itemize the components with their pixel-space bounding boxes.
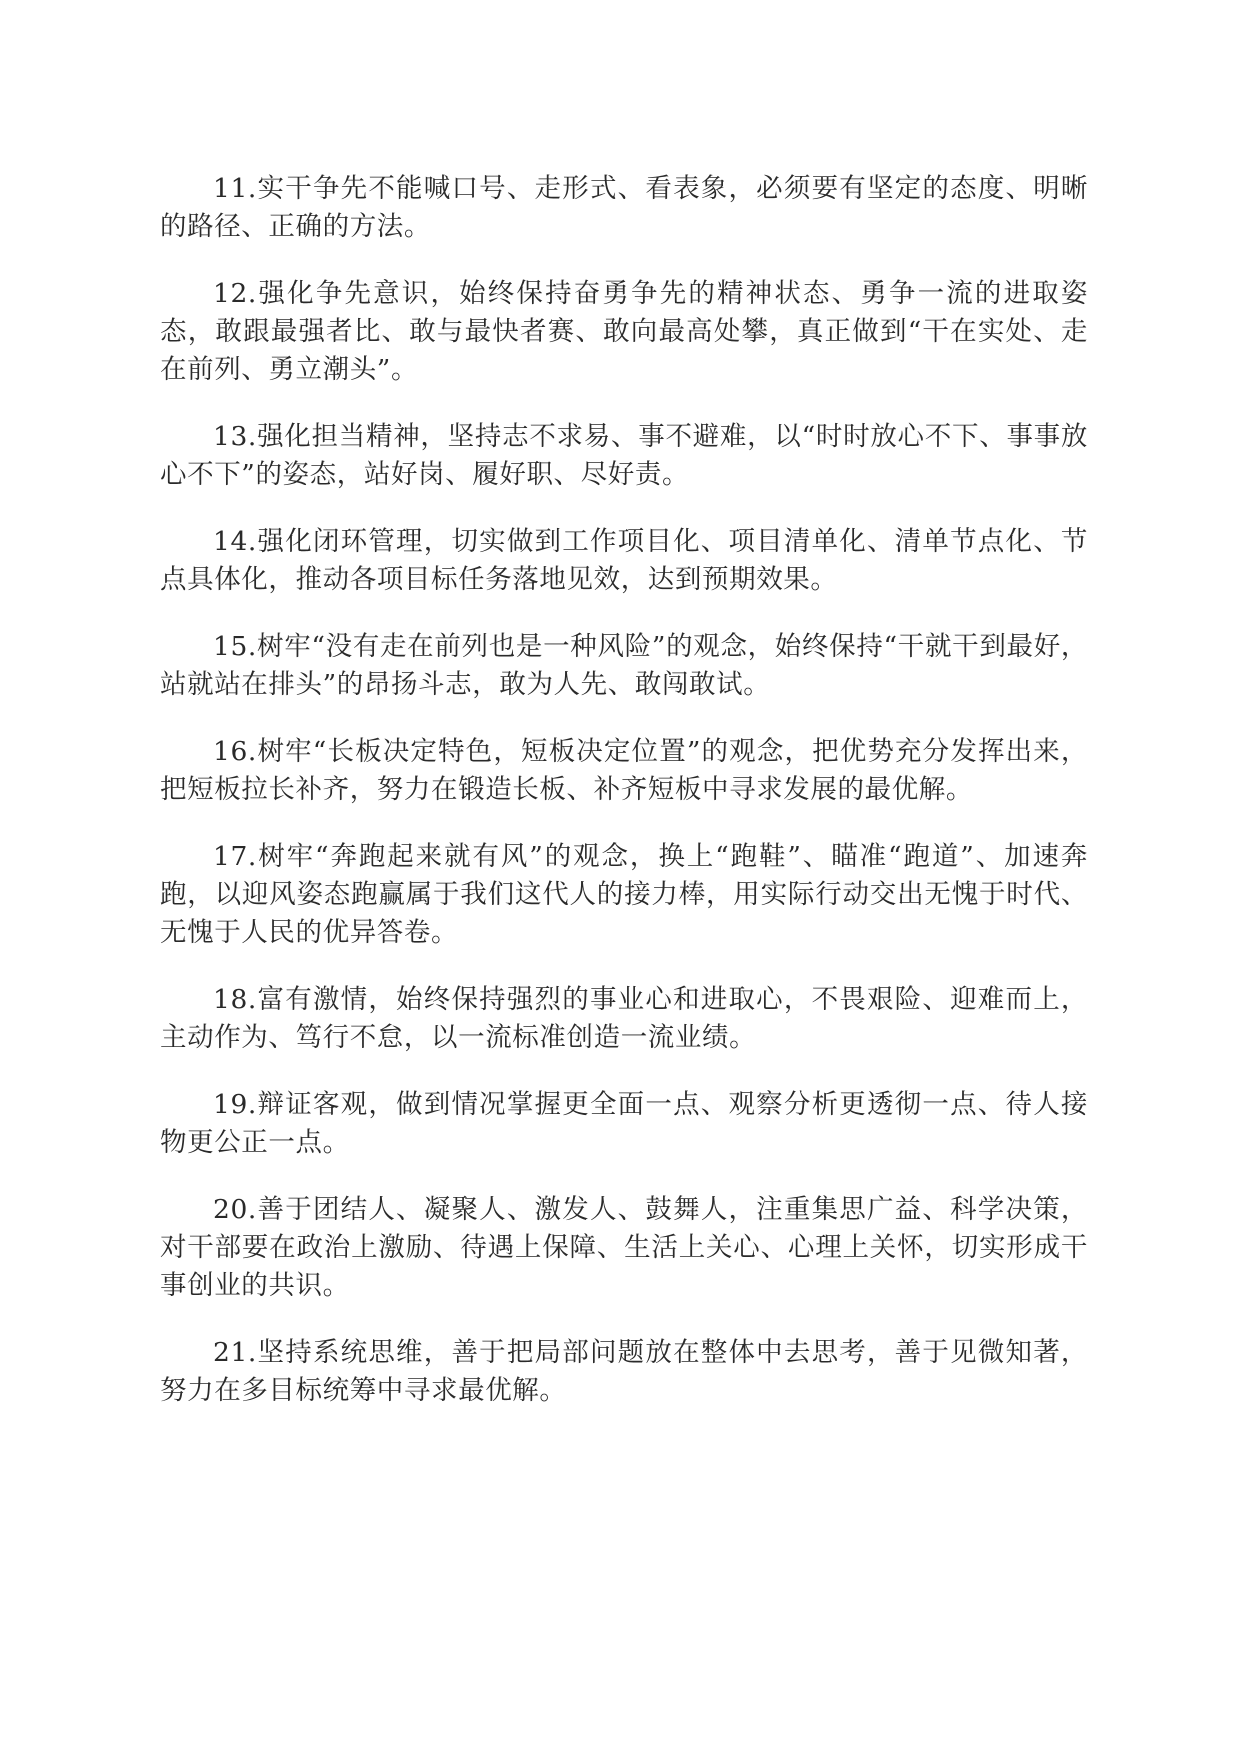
list-item-19: 19.辩证客观，做到情况掌握更全面一点、观察分析更透彻一点、待人接物更公正一点。 bbox=[160, 1089, 1088, 1158]
list-item-16: 16.树牢“长板决定特色，短板决定位置”的观念，把优势充分发挥出来，把短板拉长补齐，努力在锻造长板、补齐短板中寻求发展的最优解。 bbox=[160, 736, 1088, 805]
list-item-14: 14.强化闭环管理，切实做到工作项目化、项目清单化、清单节点化、节点具体化，推动各项目标任务落地见效，达到预期效果。 bbox=[160, 526, 1088, 595]
list-item-17: 17.树牢“奔跑起来就有风”的观念，换上“跑鞋”、瞄准“跑道”、加速奔跑，以迎风姿态跑赢属于我们这代人的接力棒，用实际行动交出无愧于时代、无愧于人民的优异答卷。 bbox=[160, 841, 1088, 948]
list-item-11: 11.实干争先不能喊口号、走形式、看表象，必须要有坚定的态度、明晰的路径、正确的方法。 bbox=[160, 173, 1088, 242]
document-body bbox=[160, 170, 1088, 1439]
list-item-18: 18.富有激情，始终保持强烈的事业心和进取心，不畏艰险、迎难而上，主动作为、笃行不怠，以一流标准创造一流业绩。 bbox=[160, 984, 1088, 1053]
list-item-12: 12.强化争先意识，始终保持奋勇争先的精神状态、勇争一流的进取姿态，敢跟最强者比、敢与最快者赛、敢向最高处攀，真正做到“干在实处、走在前列、勇立潮头”。 bbox=[160, 278, 1088, 385]
list-item-20: 20.善于团结人、凝聚人、激发人、鼓舞人，注重集思广益、科学决策，对干部要在政治上激励、待遇上保障、生活上关心、心理上关怀，切实形成干事创业的共识。 bbox=[160, 1194, 1088, 1301]
list-item-13: 13.强化担当精神，坚持志不求易、事不避难，以“时时放心不下、事事放心不下”的姿态，站好岗、履好职、尽好责。 bbox=[160, 421, 1088, 490]
list-item-15: 15.树牢“没有走在前列也是一种风险”的观念，始终保持“干就干到最好，站就站在排头”的昂扬斗志，敢为人先、敢闯敢试。 bbox=[160, 631, 1088, 700]
list-item-21: 21.坚持系统思维，善于把局部问题放在整体中去思考，善于见微知著，努力在多目标统筹中寻求最优解。 bbox=[160, 1337, 1088, 1406]
